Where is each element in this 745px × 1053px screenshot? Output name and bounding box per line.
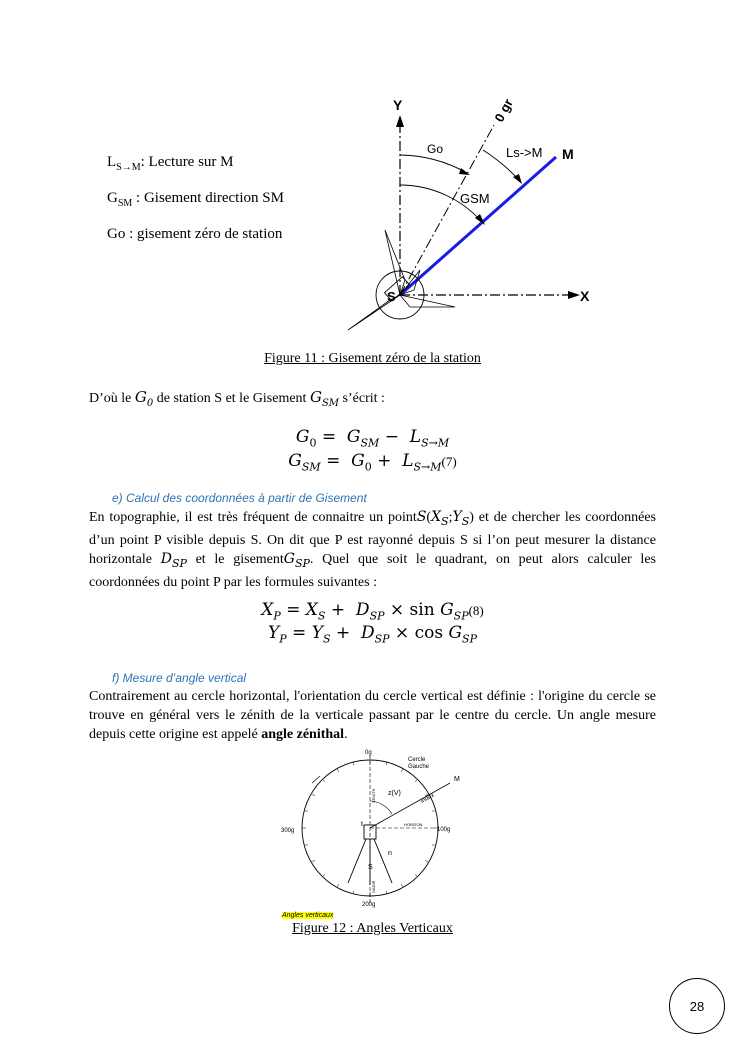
page-number: 28 [669,978,725,1034]
x-axis-arrow [568,291,580,299]
label-200g: 200g [362,902,376,908]
y-axis-label: Y [393,97,403,113]
go-arc-arrow [459,168,470,175]
station-arrows [348,230,455,330]
section-e-text-3: et le gisement [186,551,284,567]
section-f-bold-term: angle zénithal [261,727,345,742]
label-300g: 300g [281,828,295,834]
figure12-diagram [280,743,480,913]
legend-l-text: : Lecture sur M [140,154,234,170]
section-e-paragraph: En topographie, il est très fréquent de connaitre un $pointS(X_S;Y_S)$ et de chercher les coordonnées d’un point P visible depuis S. On dit que P est rayonné depuis S si l’on peut mesurer la distance horizontale $D_{SP}$ et le gisementG$_{SP}$. Quel que soit le quadrant, on peut alors calculer les coordonnées du point P par les formules suivantes : [89,509,656,590]
section-f-paragraph [89,687,656,744]
intro-after: s’écrit : [342,391,385,406]
figure12-caption: Figure 12 : Angles Verticaux [292,921,453,936]
go-arc [400,155,467,173]
x-axis-label: X [580,288,590,304]
label-0g: 0g [365,750,372,756]
gsm-label: GSM [460,191,490,206]
section-e-text-4: . Quel que soit le quadrant, on peut alors calculer les coordonnées du point P par les formules suivantes : [89,551,656,590]
section-f-text: Contrairement au cercle horizontal, l'orientation du cercle vertical est définie : l'origine du cercle se trouve en général vers le zénith de la verticale passant par le centre du cercle. Un angle mesure depuis cette origine est appelé [89,689,656,742]
legend-l-symbol: L [107,154,117,170]
legend-g-text: : Gisement direction SM [132,190,284,206]
label-index: index [420,792,436,805]
label-nadir: NADIR [371,880,376,893]
legend-l-subscript: S→M [116,162,141,173]
section-e-text-2: et de chercher les coordonnées d’un point P visible depuis S. On dit que P est rayonné depuis S si l’on peut mesurer la distance horizontale [89,510,656,567]
legend-g-subscript: SM [117,198,133,209]
figure11-diagram [330,85,630,340]
equation-7-line2: $G_{SM} = G_0 + L_{S\to M}(7)$ [288,451,457,474]
equation-7-line1: $G_0 = G_{SM} - L_{S\to M}$ [295,427,450,450]
l-arc-label: Ls->M [506,145,543,160]
station-s-label: S [387,289,396,304]
label-100g: 100g [437,827,451,833]
equation-8-line2: $Y_P = Y_S + D_{SP} \times \cos G_{SP}$ [268,623,477,646]
label-t: t [361,821,363,828]
label-gauche: Gauche [408,764,430,770]
label-zv: z(V) [388,790,401,797]
label-m: M [454,776,460,783]
sm-line [400,157,556,295]
intro-before: D’où le [89,391,135,406]
y-axis-arrow [396,115,404,127]
label-horizon: HORIZON [404,822,423,827]
figure12-highlight-label: Angles verticaux [282,912,334,919]
label-cercle: Cercle [408,757,426,763]
legend-go-text: Go : gisement zéro de station [107,226,283,242]
section-e-heading: e) Calcul des coordonnées à partir de Gisement [112,491,367,505]
zero-gr-label: 0 gr [491,96,516,125]
equation-8-line1: $X_P = X_S + D_{SP} \times \sin G_{SP}(8)$ [261,600,484,623]
label-s: S [368,864,373,871]
equation-8-tag: (8) [468,603,484,618]
intro-paragraph: D’où le $G_0$ de station S et le Gisement $G_{SM}$ s’écrit : [89,388,385,409]
figure11-caption: Figure 11 : Gisement zéro de la station [264,351,481,366]
label-zenith: ZENITH [371,788,376,803]
legend-g-symbol: G [107,190,118,206]
intro-mid: de station S et le Gisement [156,391,310,406]
section-f-end: . [344,727,348,742]
go-label: Go [427,142,444,156]
label-n: n [388,850,392,857]
zero-direction-line [400,125,494,295]
section-e-text-1: En topographie, il est très fréquent de connaitre un point [89,510,417,525]
equation-7-tag: (7) [441,454,457,469]
section-f-heading: f) Mesure d’angle vertical [112,671,247,685]
point-m-label: M [562,146,574,162]
rotation-arrow [312,776,320,783]
figure11-legend [107,152,284,244]
